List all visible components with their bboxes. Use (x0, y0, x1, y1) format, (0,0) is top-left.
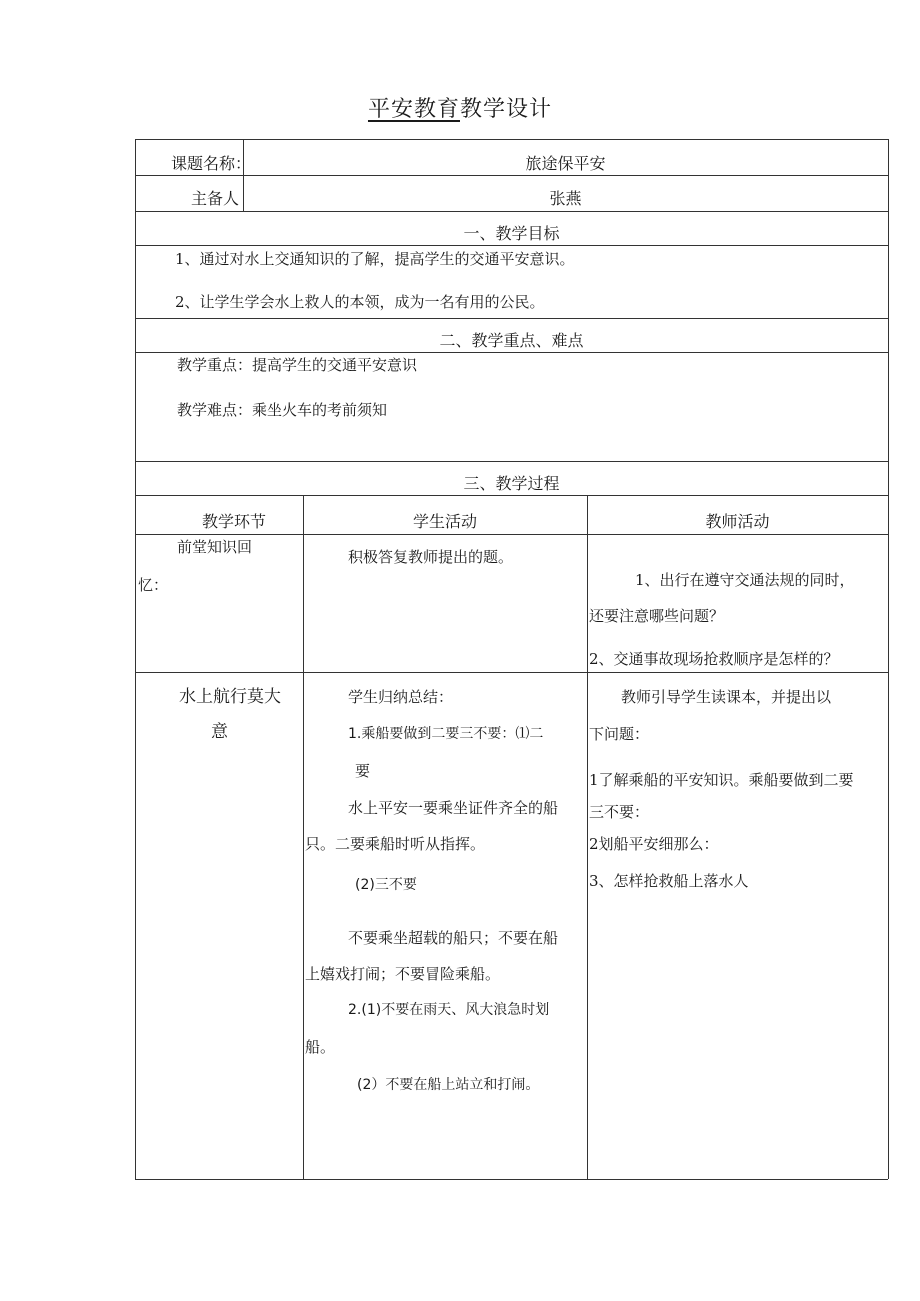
student-summary-line: 学生归纳总结： (348, 688, 454, 706)
stage-water-safety-cont: 意 (211, 722, 228, 742)
section-heading-objectives: 一、教学目标 (463, 224, 560, 243)
teacher-question: 还要注意哪些问题？ (589, 607, 725, 625)
row-divider (135, 534, 888, 535)
stage-water-safety: 水上航行莫大 (179, 687, 281, 707)
student-summary-line: (2)三不要 (355, 877, 417, 893)
topic-value: 旅途保平安 (525, 154, 606, 173)
row-divider (135, 672, 888, 673)
row-divider (135, 175, 888, 176)
row-divider (135, 461, 888, 462)
section-heading-process: 三、教学过程 (463, 474, 560, 493)
teacher-guide-line: 3、怎样抢救船上落水人 (589, 872, 749, 890)
title-underlined-part: 平安教育 (367, 97, 460, 122)
process-column-divider (303, 495, 304, 1179)
teacher-question: 2、交通事故现场抢救顺序是怎样的？ (589, 650, 839, 668)
column-header-stage: 教学环节 (201, 512, 266, 531)
teacher-guide-line: 2划船平安细那么： (589, 835, 719, 853)
student-activity-review: 积极答复教师提出的题。 (348, 548, 514, 566)
table-border-top (135, 139, 888, 140)
student-summary-line: (2）不要在船上站立和打闹。 (357, 1077, 540, 1093)
section-heading-key-points: 二、教学重点、难点 (439, 331, 584, 350)
stage-review-cont: 忆： (138, 576, 169, 594)
title-rest-part: 教学设计 (460, 97, 553, 122)
column-header-student: 学生活动 (412, 512, 477, 531)
lesson-plan-table (135, 139, 888, 1179)
topic-label: 课题名称： (171, 154, 252, 173)
row-divider (135, 211, 888, 212)
column-header-teacher: 教师活动 (705, 512, 770, 531)
student-summary-line: 不要乘坐超载的船只；不要在船 (348, 929, 559, 947)
student-summary-line: 只。二要乘船时听从指挥。 (305, 835, 486, 853)
stage-review: 前堂知识回 (177, 538, 253, 556)
student-summary-line: 2.(1)不要在雨天、风大浪急时划 (348, 1002, 550, 1018)
teacher-guide-line: 三不要： (589, 803, 650, 821)
student-summary-line: 船。 (305, 1038, 336, 1056)
student-summary-line: 1.乘船要做到二要三不要：⑴二 (348, 726, 544, 742)
row-divider (135, 245, 888, 246)
document-title (0, 92, 920, 123)
row-divider (135, 318, 888, 319)
preparer-label: 主备人 (191, 189, 240, 208)
teacher-guide-line: 下问题： (589, 725, 650, 743)
difficulty-text: 教学难点：乘坐火车的考前须知 (177, 401, 388, 419)
key-point-text: 教学重点：提高学生的交通平安意识 (177, 356, 418, 374)
teacher-guide-line: 1了解乘船的平安知识。乘船要做到二要 (589, 771, 854, 789)
teacher-question: 1、出行在遵守交通法规的同时， (635, 571, 855, 589)
table-border-right (888, 139, 889, 1179)
row-divider (135, 352, 888, 353)
objective-item: 2、让学生学会水上救人的本领，成为一名有用的公民。 (175, 293, 545, 311)
process-column-divider (587, 495, 588, 1179)
preparer-value: 张燕 (549, 189, 582, 208)
objective-item: 1、通过对水上交通知识的了解，提高学生的交通平安意识。 (175, 250, 575, 268)
row-divider (135, 495, 888, 496)
student-summary-line: 水上平安一要乘坐证件齐全的船 (348, 799, 559, 817)
table-border-left (135, 139, 136, 1179)
table-border-bottom (135, 1179, 888, 1180)
student-summary-line: 上嬉戏打闹；不要冒险乘船。 (305, 965, 501, 983)
student-summary-line: 要 (355, 762, 371, 780)
teacher-guide-line: 教师引导学生读课本，并提出以 (621, 688, 832, 706)
